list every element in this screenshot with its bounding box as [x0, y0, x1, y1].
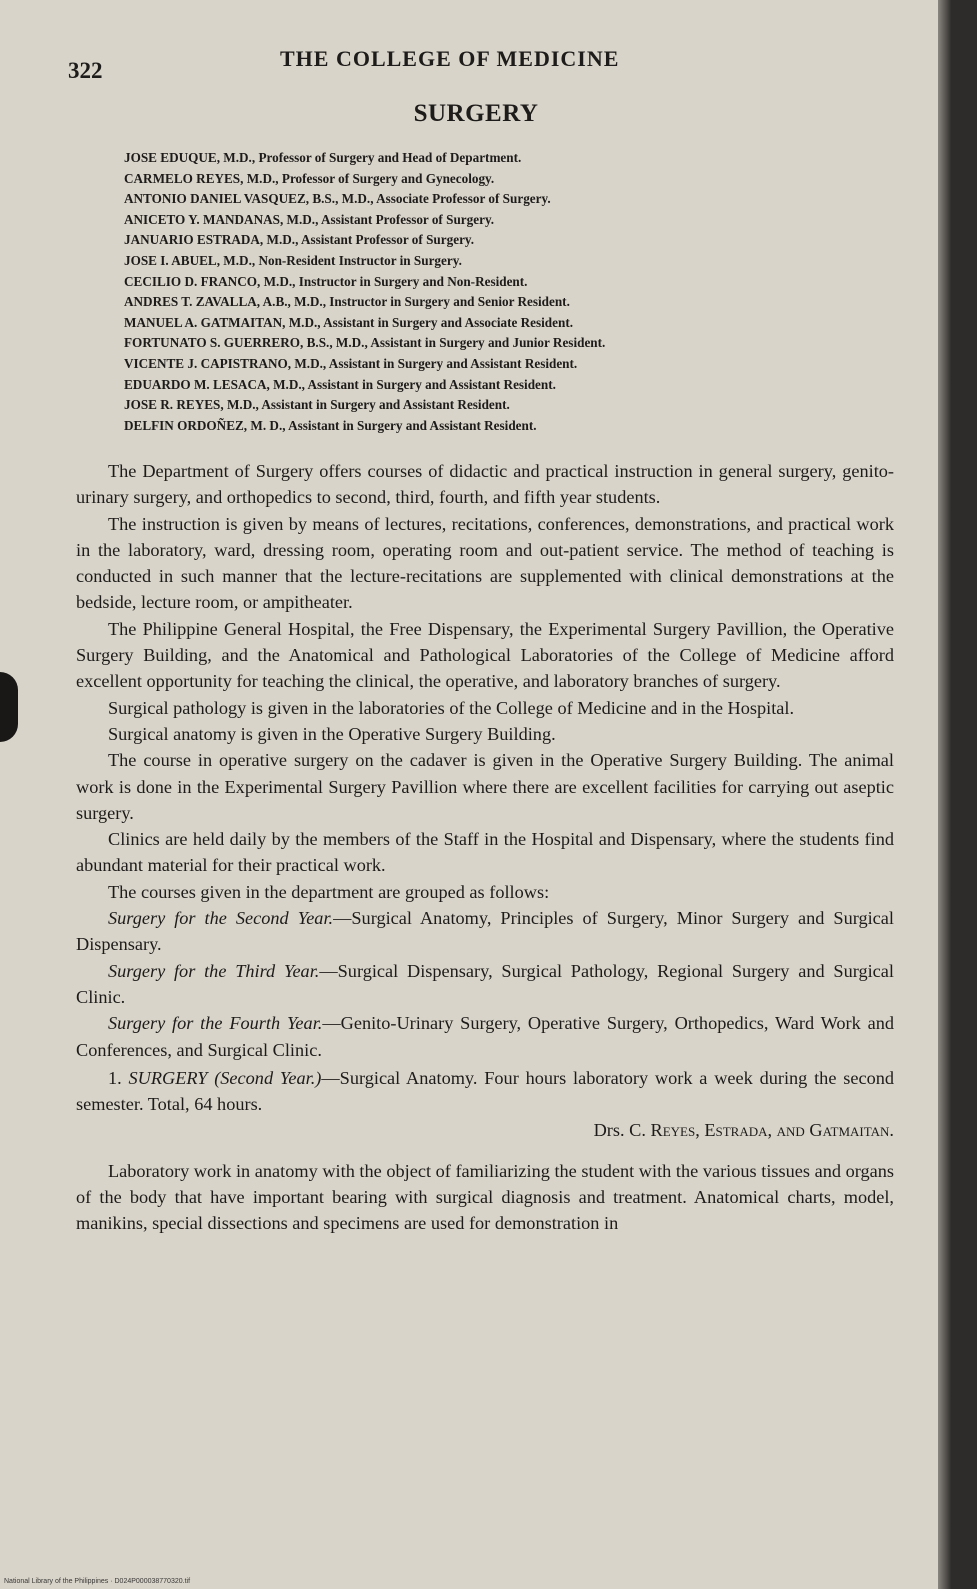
section-title: SURGERY [413, 100, 539, 127]
course-group-third-year [76, 958, 894, 1011]
faculty-entry: VICENTE J. CAPISTRANO, M.D., Assistant in Surgery and Assistant Resident. [124, 355, 578, 371]
course-text: —Surgical Anatomy. Four hours laboratory work a week during the second semester. Total, 64 hours. [76, 1067, 894, 1115]
faculty-entry: ANDRES T. ZAVALLA, A.B., M.D., Instructor in Surgery and Senior Resident. [124, 294, 570, 310]
faculty-entry: CECILIO D. FRANCO, M.D., Instructor in Surgery and Non-Resident. [124, 273, 528, 289]
faculty-entry: ANICETO Y. MANDANAS, M.D., Assistant Professor of Surgery. [124, 211, 495, 227]
paragraph: The Department of Surgery offers courses of didactic and practical instruction in general surgery, genito-urinary surgery, and orthopedics to second, third, fourth, and fifth year students. [76, 461, 894, 508]
course-instructors [76, 1117, 894, 1143]
paragraph: The course in operative surgery on the cadaver is given in the Operative Surgery Building. The animal work is done in the Experimental Surgery Pavillion where there are excellent facilities for carrying out aseptic surgery. [76, 750, 894, 823]
paragraph: Clinics are held daily by the members of the Staff in the Hospital and Dispensary, where the students find abundant material for their practical work. [76, 829, 894, 876]
course-group-fourth-year [76, 1010, 894, 1063]
faculty-entry: MANUEL A. GATMAITAN, M.D., Assistant in Surgery and Associate Resident. [124, 314, 574, 330]
course-title: SURGERY [128, 1067, 208, 1088]
course-entry [76, 1065, 894, 1118]
faculty-entry: JANUARIO ESTRADA, M.D., Assistant Professor of Surgery. [124, 232, 475, 248]
paragraph: The instruction is given by means of lectures, recitations, conferences, demonstrations, and practical work in the laboratory, ward, dressing room, operating room and out-patient service. The method of teaching is conducted in such manner that the lecture-recitations are supplemented with clinical demonstrations at the bedside, lecture room, or ampitheater. [76, 513, 894, 613]
faculty-list [124, 148, 884, 436]
group-text: —Surgical Dispensary, Surgical Pathology, Regional Surgery and Surgical Clinic. [76, 960, 894, 1007]
scan-footer: National Library of the Philippines · D024P000038770320.tif [4, 1578, 191, 1585]
body-text [76, 458, 894, 1237]
group-text: —Genito-Urinary Surgery, Operative Surgery, Orthopedics, Ward Work and Conferences, and Surgical Clinic. [76, 1013, 894, 1060]
faculty-entry: JOSE R. REYES, M.D., Assistant in Surgery and Assistant Resident. [124, 397, 510, 413]
paragraph: Surgical anatomy is given in the Operative Surgery Building. [108, 723, 556, 744]
book-spine [938, 0, 952, 1589]
course-description: Laboratory work in anatomy with the object of familiarizing the student with the various tissues and organs of the body that have important bearing with surgical diagnosis and treatment. Anatomical charts, model, manikins, special dissections and specimens are used for demonstration in [76, 1160, 894, 1234]
binding-hole [0, 672, 18, 742]
faculty-entry: CARMELO REYES, M.D., Professor of Surgery and Gynecology. [124, 170, 495, 186]
faculty-entry: JOSE I. ABUEL, M.D., Non-Resident Instructor in Surgery. [124, 252, 462, 268]
running-head: THE COLLEGE OF MEDICINE [280, 46, 620, 71]
course-year: (Second Year.) [214, 1067, 322, 1088]
scan-background [952, 0, 977, 1589]
instructors-names: Reyes, Estrada, and Gatmaitan. [650, 1120, 894, 1141]
page-number: 322 [68, 58, 103, 83]
faculty-entry: ANTONIO DANIEL VASQUEZ, B.S., M.D., Associate Professor of Surgery. [124, 191, 551, 207]
paragraph: Surgical pathology is given in the laboratories of the College of Medicine and in the Hospital. [108, 697, 795, 718]
faculty-entry: EDUARDO M. LESACA, M.D., Assistant in Surgery and Assistant Resident. [124, 376, 556, 392]
group-text: —Surgical Anatomy, Principles of Surgery, Minor Surgery and Surgical Dispensary. [76, 908, 894, 955]
faculty-entry: FORTUNATO S. GUERRERO, B.S., M.D., Assistant in Surgery and Junior Resident. [124, 335, 606, 351]
group-heading: Surgery for the Fourth Year. [108, 1013, 323, 1034]
paragraph: The Philippine General Hospital, the Free Dispensary, the Experimental Surgery Pavillion, the Operative Surgery Building, and the Anatomical and Pathological Laboratories of the College of Medicine afford excellent opportunity for teaching the clinical, the operative, and laboratory branches of surgery. [76, 618, 894, 692]
paragraph: The courses given in the department are grouped as follows: [108, 881, 550, 902]
course-number: 1. [108, 1067, 122, 1088]
group-heading: Surgery for the Third Year. [108, 960, 320, 981]
faculty-entry: JOSE EDUQUE, M.D., Professor of Surgery and Head of Department. [124, 150, 522, 165]
course-group-second-year [76, 905, 894, 958]
group-heading: Surgery for the Second Year. [108, 908, 334, 929]
instructors-prefix: Drs. C. [593, 1120, 651, 1141]
faculty-entry: DELFIN ORDOÑEZ, M. D., Assistant in Surgery and Assistant Resident. [124, 417, 537, 433]
